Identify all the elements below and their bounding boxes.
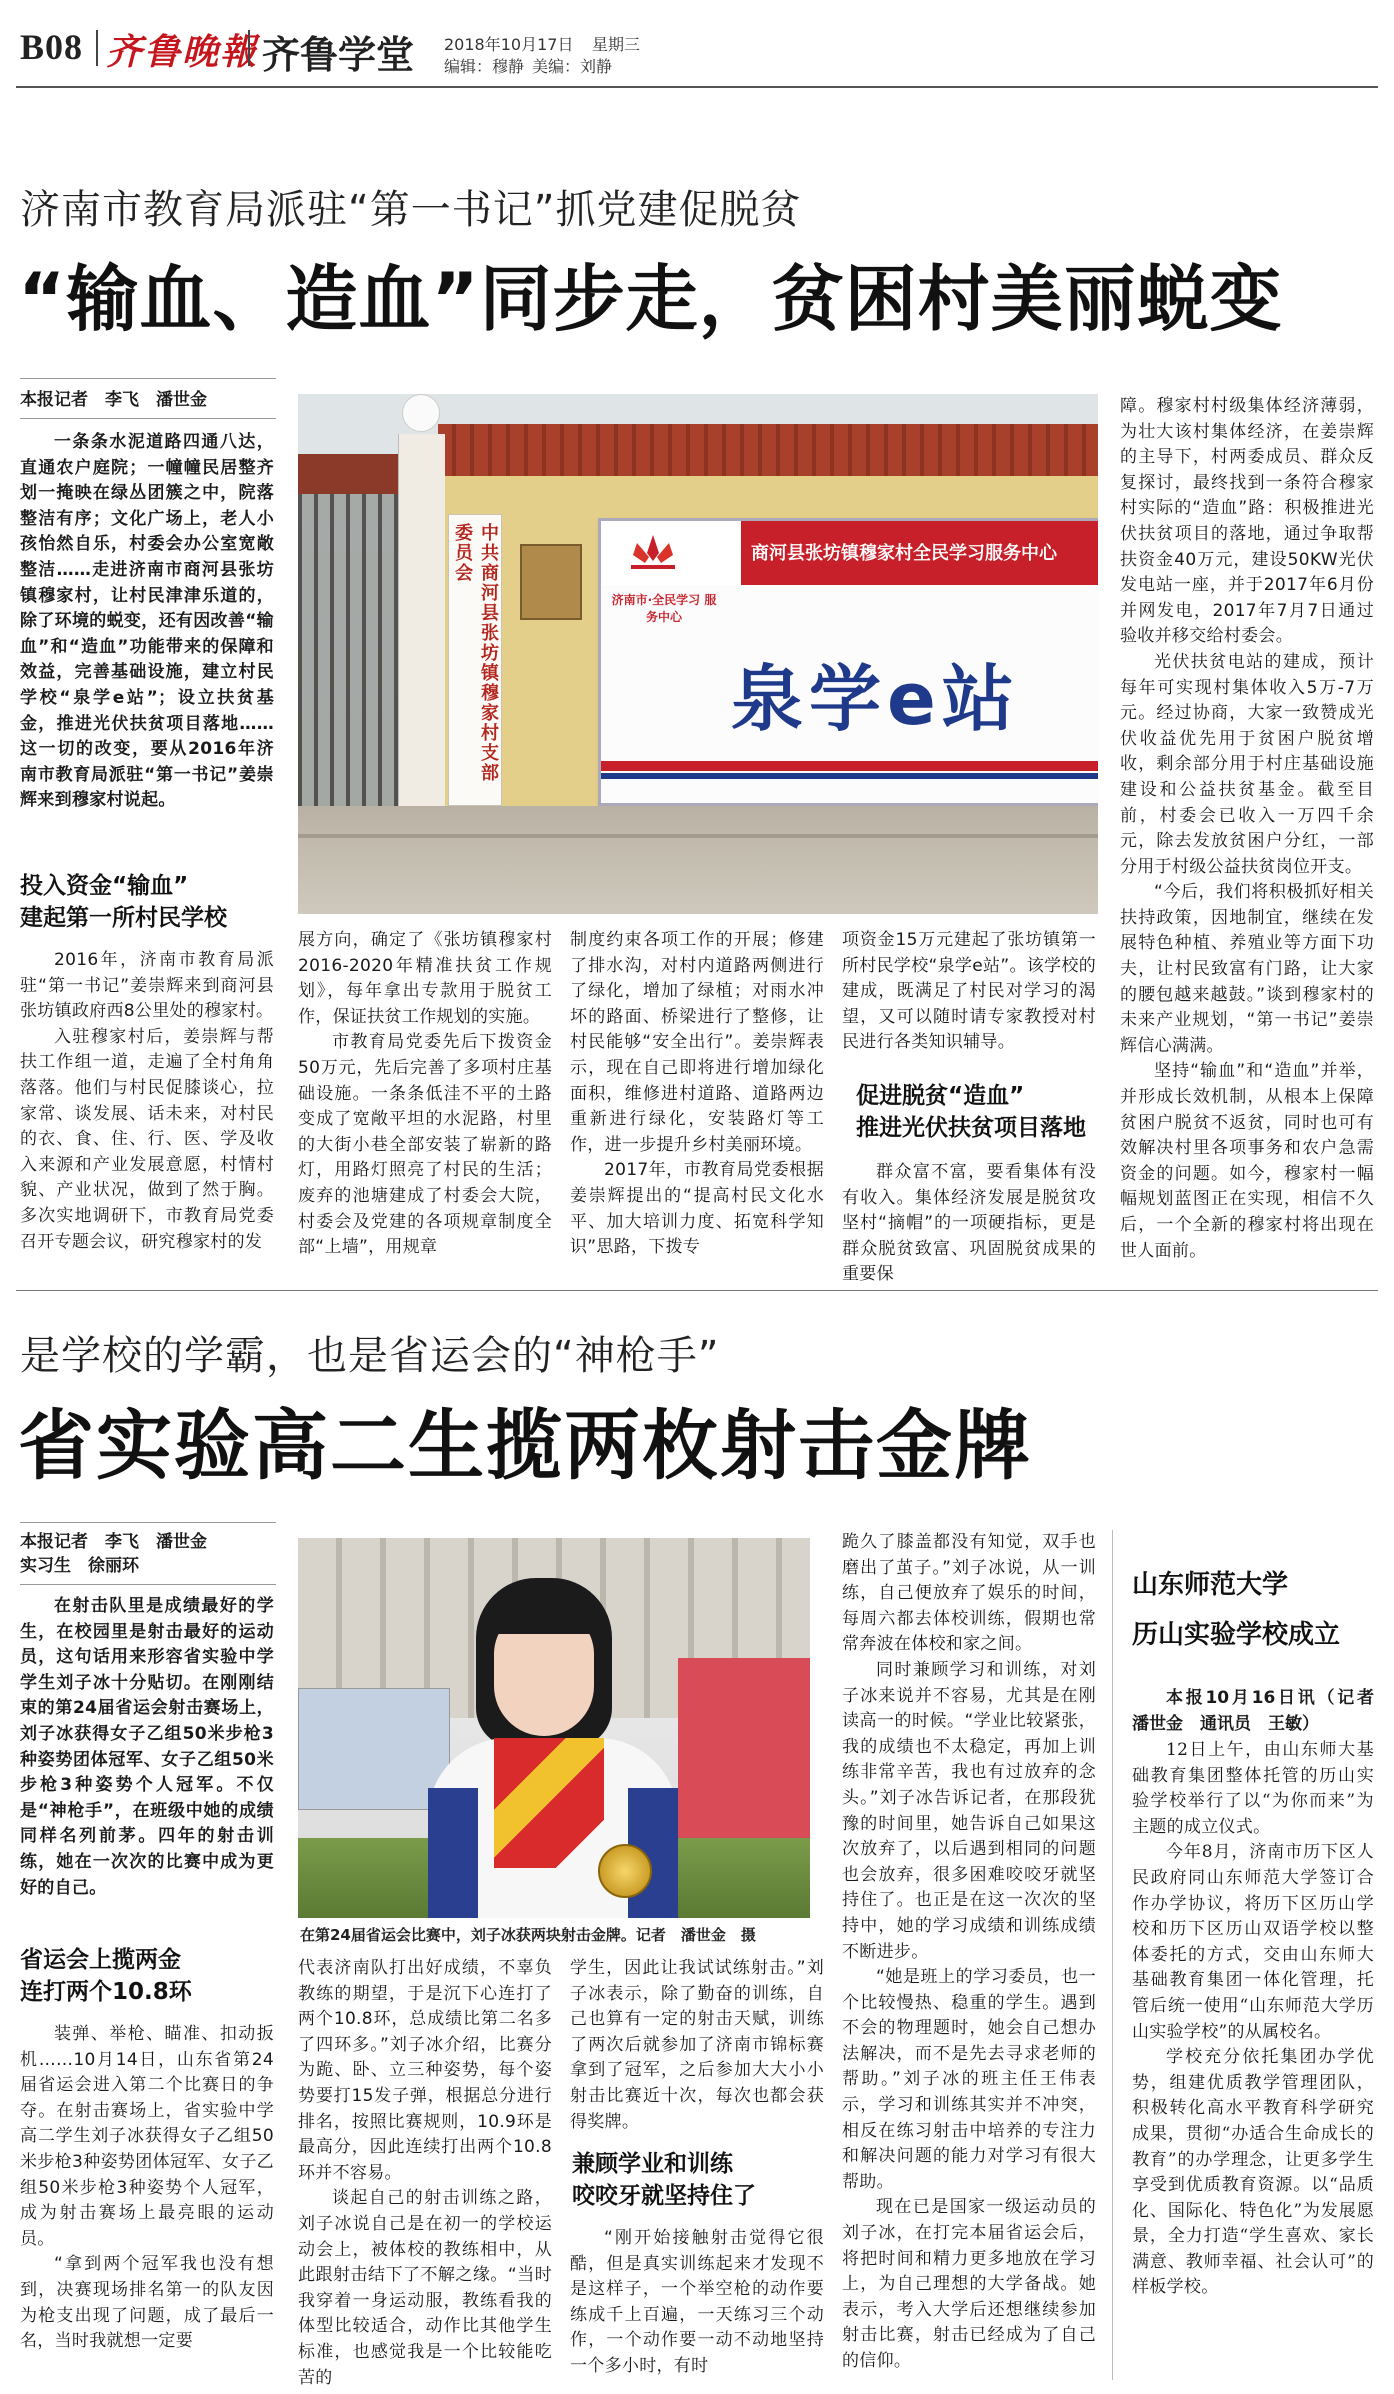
story1-subhead-1: 投入资金“输血” 建起第一所村民学校 bbox=[20, 873, 227, 931]
editor-credit: 编辑：穆静 bbox=[444, 57, 525, 76]
paragraph: “刚开始接触射击觉得它很酷，但是真实训练起来才发现不是这样子，一个举空枪的动作要练成千上百遍，一天练习三个动作，一个动作要一动不动地坚持一个多小时，有时 bbox=[570, 2228, 824, 2376]
paragraph: 2017年，市教育局党委根据姜崇辉提出的“提高村民文化水平、加大培训力度、拓宽科学知识”思路，下拨专 bbox=[570, 1160, 824, 1258]
story1-lead: 一条条水泥道路四通八达，直通农户庭院；一幢幢民居整齐划一掩映在绿丛团簇之中，院落整洁有序；文化广场上，老人小孩怡然自乐，村委会办公室宽敞整洁……走进济南市商河县张坊镇穆家村，让村民津津乐道的，除了环境的蜕变，还有因改善“输血”和“造血”功能带来的保障和效益，完善基础设施，建立村民学校“泉学e站”；设立扶贫基金，推进光伏扶贫项目落地……这一切的改变，要从2016年济南市教育局派驻“第一书记”姜崇辉来到穆家村说起。 bbox=[20, 432, 274, 811]
section-title: 齐鲁学堂 bbox=[262, 33, 415, 77]
story1-byline: 本报记者 李飞 潘世金 bbox=[20, 390, 207, 410]
paragraph: “拿到两个冠军我也没有想到，决赛现场排名第一的队友因为枪支出现了问题，成了最后一名，当时我就想一定要 bbox=[20, 2254, 274, 2352]
article-text bbox=[20, 948, 274, 1255]
paragraph: 坚持“输血”和“造血”并举，并形成长效机制，从根本上保障贫困户脱贫不返贫，同时也可有效解决村里各项事务和农户急需资金的问题。如今，穆家村一幅幅规划蓝图正在实现，相信不久后，一个全新的穆家村将出现在世人面前。 bbox=[1120, 1061, 1374, 1261]
story2-col3a bbox=[570, 1956, 824, 2135]
story2-lead: 在射击队里是成绩最好的学生，在校园里是射击最好的运动员，这句话用来形容省实验中学学生刘子冰十分贴切。在刚刚结束的第24届省运会射击赛场上，刘子冰获得女子乙组50米步枪3种姿势团体冠军、女子乙组50米步枪3种姿势个人冠军。不仅是“神枪手”，在班级中她的成绩同样名列前茅。四年的射击训练，她在一次次的比赛中成为更好的自己。 bbox=[20, 1596, 274, 1898]
paragraph: 项资金15万元建起了张坊镇第一所村民学校“泉学e站”。该学校的建成，既满足了村民对学习的渴望，又可以随时请专家教授对村民进行各类知识辅导。 bbox=[842, 930, 1096, 1053]
story2-headline: 省实验高二生揽两枚射击金牌 bbox=[18, 1401, 1032, 1490]
masthead bbox=[0, 0, 1394, 80]
paragraph: 2016年，济南市教育局派驻“第一书记”姜崇辉来到商河县张坊镇政府西8公里处的穆家村。 bbox=[20, 950, 274, 1022]
ground bbox=[298, 806, 1098, 914]
paragraph: 谈起自己的射击训练之路，刘子冰说自己是在初一的学校运动会上，被体校的教练相中，从此跟射击结下了不解之缘。“当时我穿着一身运动服，教练看我的体型比较适合，动作比其他学生标准，也感觉我是一个比较能吃苦的 bbox=[298, 2188, 552, 2388]
paragraph: 学生，因此让我试试练射击。”刘子冰表示，除了勤奋的训练，自己也算有一定的射击天赋，训练了两次后就参加了济南市锦标赛拿到了冠军，之后参加大大小小射击比赛近十次，每次也都会获得奖牌。 bbox=[570, 1958, 824, 2132]
medal-ribbon bbox=[494, 1738, 604, 1868]
paragraph: 代表济南队打出好成绩，不辜负教练的期望，于是沉下心连打了两个10.8环，总成绩比第二名多了四环多。”刘子冰介绍，比赛分为跪、卧、立三种姿势，每个姿势要打15发子弹，根据总分进行排名，按照比赛规则，10.9环是最高分，因此连续打出两个10.8环并不容易。 bbox=[298, 1958, 552, 2183]
story2-col4 bbox=[842, 1530, 1096, 2375]
story1-subhead-2: 促进脱贫“造血” 推进光伏扶贫项目落地 bbox=[856, 1083, 1086, 1141]
paragraph: 现在已是国家一级运动员的刘子冰，在打完本届省运会后，将把时间和精力更多地放在学习上，为自己理想的大学备战。她表示，考入大学后还想继续参加射击比赛，射击已经成为了自己的信仰。 bbox=[842, 2197, 1096, 2371]
paragraph: 装弹、举枪、瞄准、扣动扳机……10月14日，山东省第24届省运会进入第二个比赛日的争夺。在射击赛场上，省实验中学高二学生刘子冰获得女子乙组50米步枪3种姿势团体冠军、女子乙组50米步枪3种姿势个人冠军，成为射击赛场上最亮眼的运动员。 bbox=[20, 2024, 274, 2249]
story3-byline: 本报10月16日讯（记者 潘世金 通讯员 王敏） bbox=[1132, 1688, 1391, 1734]
learning-center-board bbox=[598, 518, 1098, 806]
story2-col3b bbox=[570, 2226, 824, 2380]
story3-body bbox=[1132, 1738, 1374, 2301]
story2-photo bbox=[298, 1538, 810, 1918]
issue-weekday: 星期三 bbox=[592, 35, 641, 54]
paragraph: “今后，我们将积极抓好相关扶持政策，因地制宜，继续在发展特色种植、养殖业等方面下功夫，让村民致富有门路，让大家的腰包越来越鼓。”谈到穆家村的未来产业规划，“第一书记”姜崇辉信心满满。 bbox=[1120, 882, 1374, 1056]
wall-roof bbox=[438, 424, 1098, 476]
article-text bbox=[1120, 394, 1374, 1264]
lamp-globe-icon bbox=[402, 394, 440, 432]
paragraph: 入驻穆家村后，姜崇辉与帮扶工作组一道，走遍了全村角角落落。他们与村民促膝谈心，拉家常、谈发展、话未来，对村民的衣、食、住、行、医、学及收入来源和产业发展意愿，村情村貌、产业状况，做到了然于胸。多次实地调研下，市教育局党委召开专题会议，研究穆家村的发 bbox=[20, 1026, 274, 1252]
story2-subhead-1: 省运会上揽两金 连打两个10.8环 bbox=[20, 1947, 192, 2005]
story-divider bbox=[16, 1290, 1378, 1291]
paragraph: 今年8月，济南市历下区人民政府同山东师范大学签订合作办学协议，将历下区历山学校和历下区历山双语学校以整体委托的方式，交由山东师大基础教育集团一体化管理，托管后统一使用“山东师范大学历山实验学校”的从属校名。 bbox=[1132, 1842, 1374, 2042]
story1-headline: “输血、造血”同步走，贫困村美丽蜕变 bbox=[18, 257, 1283, 341]
small-plaque bbox=[520, 544, 582, 620]
article-text bbox=[842, 1530, 1096, 2375]
story2-photo-caption: 在第24届省运会比赛中，刘子冰获两块射击金牌。记者 潘世金 摄 bbox=[300, 1926, 756, 1944]
gold-medal-icon bbox=[598, 1844, 652, 1898]
article-text bbox=[298, 928, 552, 1261]
story2-byline-2: 实习生 徐丽环 bbox=[20, 1556, 139, 1576]
paragraph: 障。穆家村村级集体经济薄弱，为壮大该村集体经济，在姜崇辉的主导下，村两委成员、群众反复探讨，最终找到一条符合穆家村实际的“造血”路：积极推进光伏扶贫项目的落地，通过争取帮扶资金40万元，建设50KW光伏发电站一座，并于2017年6月份并网发电，2017年7月7日通过验收并移交给村委会。 bbox=[1120, 396, 1374, 647]
newspaper-logo: 齐鲁晚報 bbox=[106, 31, 259, 73]
story1-col1 bbox=[20, 948, 274, 1255]
article-text bbox=[20, 2022, 274, 2355]
story3-headline: 山东师范大学 历山实验学校成立 bbox=[1132, 1570, 1341, 1650]
article-text bbox=[570, 928, 824, 1261]
article-text bbox=[570, 1956, 824, 2135]
paragraph: 展方向，确定了《张坊镇穆家村2016-2020年精准扶贫工作规划》，每年拿出专款用于脱贫工作，保证扶贫工作规划的实施。 bbox=[298, 930, 552, 1027]
designer-credit: 美编：刘静 bbox=[532, 57, 613, 76]
story2-kicker: 是学校的学霸，也是省运会的“神枪手” bbox=[20, 1333, 720, 1379]
article-text bbox=[842, 1160, 1096, 1288]
story1-photo bbox=[298, 394, 1098, 914]
board-logo-text: 济南市·全民学习 服务中心 bbox=[611, 593, 717, 624]
gate-pillar bbox=[398, 434, 445, 814]
red-display-board bbox=[678, 1658, 810, 1858]
paragraph: 学校充分依托集团办学优势，组建优质教学管理团队，积极转化高水平教育科学研究成果，贯彻“办适合生命成长的教育”的办学理念，让更多学生享受到优质教育资源。以“品质化、国际化、特色化”为发展愿景，全力打造“学生喜欢、家长满意、教师幸福、社会认可”的样板学校。 bbox=[1132, 2047, 1374, 2298]
paragraph: 跪久了膝盖都没有知觉，双手也磨出了茧子。”刘子冰说，从一训练，自己便放弃了娱乐的时间，每周六都去体校训练，假期也常常奔波在体校和家之间。 bbox=[842, 1532, 1096, 1655]
article-text bbox=[1132, 1738, 1374, 2301]
article-text bbox=[570, 2226, 824, 2380]
lotus-logo-icon bbox=[623, 531, 683, 575]
story1-col3 bbox=[570, 928, 824, 1261]
story1-col4b bbox=[842, 1160, 1096, 1288]
story1-col2 bbox=[298, 928, 552, 1261]
paragraph: 群众富不富，要看集体有没有收入。集体经济发展是脱贫攻坚村“摘帽”的一项硬指标，更是群众脱贫致富、巩固脱贫成果的重要保 bbox=[842, 1162, 1096, 1285]
paragraph: 同时兼顾学习和训练，对刘子冰来说并不容易，尤其是在刚读高一的时候。“学业比较紧张，我的成绩也不太稳定，再加上训练非常辛苦，我也有过放弃的念头。”刘子冰告诉记者，在那段犹豫的时间里，她告诉自己如果这次放弃了，以后遇到相同的问题也会放弃，很多困难咬咬牙就坚持住了。也正是在这一次次的坚持中，她的学习成绩和训练成绩不断进步。 bbox=[842, 1659, 1096, 1962]
story1-col5 bbox=[1120, 394, 1374, 1264]
paragraph: 12日上午，由山东师大基础教育集团整体托管的历山实验学校举行了以“为你而来”为主题的成立仪式。 bbox=[1132, 1740, 1374, 1837]
board-header-text: 商河县张坊镇穆家村全民学习服务中心 bbox=[751, 543, 1057, 564]
paragraph: 光伏扶贫电站的建成，预计每年可实现村集体收入5万-7万元。经过协商，大家一致赞成光伏收益优先用于贫困户脱贫增收，剩余部分用于村庄基础设施建设和公益扶贫基金。截至目前，村委会已收入一万四千余元，除去发放贫困户分红，一部分用于村级公益扶贫岗位开支。 bbox=[1120, 651, 1374, 877]
party-branch-sign: 中共商河县张坊镇穆家村支部委员会 bbox=[448, 514, 502, 806]
story2-byline-1: 本报记者 李飞 潘世金 bbox=[20, 1532, 207, 1552]
story1-kicker: 济南市教育局派驻“第一书记”抓党建促脱贫 bbox=[20, 187, 802, 233]
story1-col4a bbox=[842, 928, 1096, 1056]
issue-date: 2018年10月17日 bbox=[444, 35, 574, 54]
paragraph: 制度约束各项工作的开展；修建了排水沟，对村内道路两侧进行了绿化，增加了绿植；对雨水冲坏的路面、桥梁进行了整修，让村民能够“安全出行”。姜崇辉表示，现在自己即将进行增加绿化面积，维修进村道路、道路两边重新进行绿化，安装路灯等工作，进一步提升乡村美丽环境。 bbox=[570, 930, 824, 1155]
story2-col1 bbox=[20, 2022, 274, 2355]
page-number: B08 bbox=[20, 27, 84, 67]
story2-col2 bbox=[298, 1956, 552, 2391]
article-text bbox=[298, 1956, 552, 2391]
paragraph: 市教育局党委先后下拨资金50万元，先后完善了多项村庄基础设施。一条条低洼不平的土路变成了宽敞平坦的水泥路，村里的大街小巷全部安装了崭新的路灯，用路灯照亮了村民的生活；废弃的池塘建成了村委会大院，村委会及党建的各项规章制度全部“上墙”，用规章 bbox=[298, 1032, 552, 1258]
paragraph: “她是班上的学习委员，也一个比较慢热、稳重的学生。遇到不会的物理题时，她会自己想办法解决，而不是先去寻求老师的帮助。”刘子冰的班主任王伟表示，学习和训练其实并不冲突，相反在练习射击中培养的专注力和解决问题的能力对学习有很大帮助。 bbox=[842, 1967, 1096, 2192]
article-text bbox=[842, 928, 1096, 1056]
story2-subhead-2: 兼顾学业和训练 咬咬牙就坚持住了 bbox=[572, 2151, 756, 2209]
board-main-title: 泉学e站 bbox=[731, 657, 1020, 741]
